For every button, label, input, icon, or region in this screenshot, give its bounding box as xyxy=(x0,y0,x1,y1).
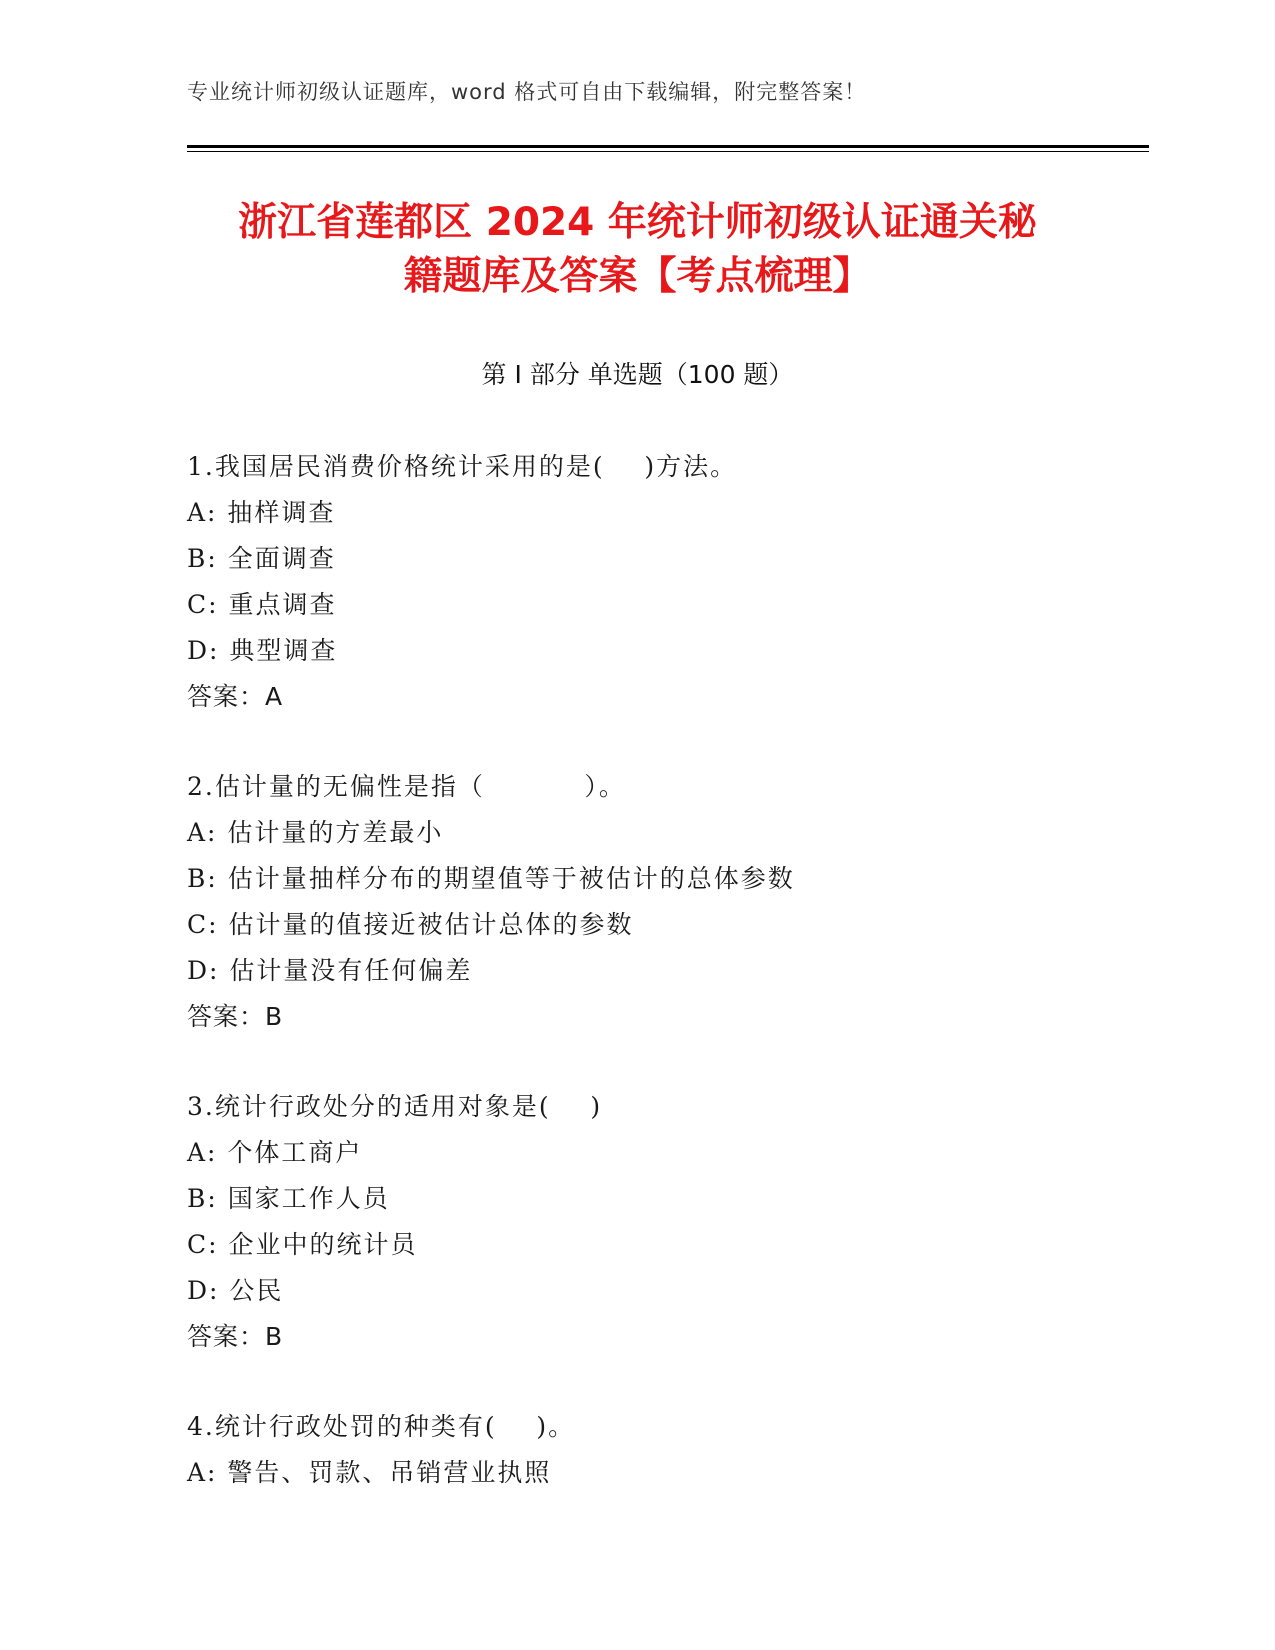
option-c: C: 企业中的统计员 xyxy=(187,1230,418,1259)
option-a: A: 警告、罚款、吊销营业执照 xyxy=(187,1458,552,1487)
option-d: D: 估计量没有任何偏差 xyxy=(187,956,473,985)
title-line-1: 浙江省莲都区 2024 年统计师初级认证通关秘 xyxy=(238,200,1037,245)
option-d: D: 公民 xyxy=(187,1276,284,1305)
answer: 答案：B xyxy=(187,1322,284,1351)
question-stem: 1.我国居民消费价格统计采用的是( )方法。 xyxy=(187,452,738,481)
question-4 xyxy=(187,1404,1147,1496)
option-a: A: 估计量的方差最小 xyxy=(187,818,444,847)
option-b: B: 估计量抽样分布的期望值等于被估计的总体参数 xyxy=(187,864,795,893)
question-list xyxy=(187,444,1147,1540)
option-b: B: 国家工作人员 xyxy=(187,1184,390,1213)
page-header: 专业统计师初级认证题库，word 格式可自由下载编辑，附完整答案！ xyxy=(187,80,867,104)
question-2 xyxy=(187,764,1147,1040)
option-d: D: 典型调查 xyxy=(187,636,338,665)
question-stem: 2.估计量的无偏性是指（ ）。 xyxy=(187,772,626,801)
question-stem: 4.统计行政处罚的种类有( )。 xyxy=(187,1412,576,1441)
answer: 答案：B xyxy=(187,1002,284,1031)
option-b: B: 全面调查 xyxy=(187,544,336,573)
header-rule-thick xyxy=(187,145,1149,148)
option-c: C: 重点调查 xyxy=(187,590,337,619)
option-a: A: 个体工商户 xyxy=(187,1138,363,1167)
document-title xyxy=(150,196,1125,304)
question-stem: 3.统计行政处分的适用对象是( ) xyxy=(187,1092,603,1121)
section-title: 第 I 部分 单选题（100 题） xyxy=(481,360,794,389)
title-line-2: 籍题库及答案【考点梳理】 xyxy=(403,254,872,299)
question-1 xyxy=(187,444,1147,720)
option-a: A: 抽样调查 xyxy=(187,498,336,527)
header-rule-thin xyxy=(187,151,1149,152)
option-c: C: 估计量的值接近被估计总体的参数 xyxy=(187,910,634,939)
answer: 答案：A xyxy=(187,682,284,711)
question-3 xyxy=(187,1084,1147,1360)
